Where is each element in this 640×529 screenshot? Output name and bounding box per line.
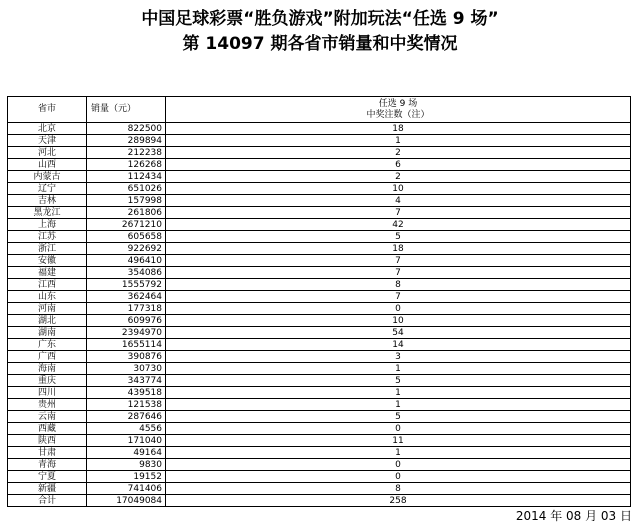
- table-row: [8, 147, 631, 159]
- header-winners-label: 中奖注数（注）: [366, 109, 430, 120]
- province-cell: 江苏: [8, 231, 87, 243]
- page-subtitle: 第 14097 期各省市销量和中奖情况: [182, 34, 458, 54]
- table-row: [8, 423, 631, 435]
- table-row: [8, 171, 631, 183]
- winners-cell: 14: [166, 339, 631, 351]
- winners-cell: 54: [166, 327, 631, 339]
- province-cell: 西藏: [8, 423, 87, 435]
- province-cell: 贵州: [8, 399, 87, 411]
- sales-cell: 157998: [87, 195, 166, 207]
- table-row: [8, 219, 631, 231]
- winners-cell: 0: [166, 459, 631, 471]
- table-row: [8, 303, 631, 315]
- sales-cell: 9830: [87, 459, 166, 471]
- table-row: [8, 291, 631, 303]
- province-cell: 江西: [8, 279, 87, 291]
- table-row: [8, 375, 631, 387]
- province-cell: 重庆: [8, 375, 87, 387]
- page-title: 中国足球彩票“胜负游戏”附加玩法“任选 9 场”: [141, 9, 499, 29]
- province-cell: 山东: [8, 291, 87, 303]
- sales-cell: 17049084: [87, 495, 166, 507]
- sales-cell: 362464: [87, 291, 166, 303]
- winners-cell: 42: [166, 219, 631, 231]
- winners-cell: 8: [166, 279, 631, 291]
- table-row: [8, 231, 631, 243]
- table-row: [8, 315, 631, 327]
- table-row: [8, 183, 631, 195]
- winners-cell: 11: [166, 435, 631, 447]
- sales-cell: 496410: [87, 255, 166, 267]
- table-row: [8, 483, 631, 495]
- header-sales: 销量（元）: [87, 97, 166, 123]
- table-row: [8, 399, 631, 411]
- sales-cell: 605658: [87, 231, 166, 243]
- table-row: [8, 135, 631, 147]
- table-row: [8, 435, 631, 447]
- winners-cell: 0: [166, 471, 631, 483]
- winners-cell: 5: [166, 375, 631, 387]
- table-row: [8, 471, 631, 483]
- sales-cell: 651026: [87, 183, 166, 195]
- header-game-label: 任选 9 场: [378, 98, 418, 109]
- table-row: [8, 447, 631, 459]
- table-row: [8, 495, 631, 507]
- winners-cell: 0: [166, 423, 631, 435]
- winners-cell: 2: [166, 147, 631, 159]
- table-row: [8, 279, 631, 291]
- table-row: [8, 459, 631, 471]
- winners-cell: 10: [166, 183, 631, 195]
- sales-table: [7, 96, 631, 507]
- winners-cell: 3: [166, 351, 631, 363]
- sales-cell: 121538: [87, 399, 166, 411]
- province-cell: 天津: [8, 135, 87, 147]
- table-row: [8, 411, 631, 423]
- winners-cell: 6: [166, 159, 631, 171]
- province-cell: 广西: [8, 351, 87, 363]
- sales-cell: 922692: [87, 243, 166, 255]
- province-cell: 河北: [8, 147, 87, 159]
- table-row: [8, 363, 631, 375]
- winners-cell: 1: [166, 387, 631, 399]
- table-row: [8, 255, 631, 267]
- sales-cell: 287646: [87, 411, 166, 423]
- sales-cell: 1655114: [87, 339, 166, 351]
- table-row: [8, 339, 631, 351]
- winners-cell: 1: [166, 135, 631, 147]
- province-cell: 浙江: [8, 243, 87, 255]
- province-cell: 湖北: [8, 315, 87, 327]
- winners-cell: 5: [166, 231, 631, 243]
- sales-cell: 49164: [87, 447, 166, 459]
- sales-cell: 261806: [87, 207, 166, 219]
- winners-cell: 0: [166, 303, 631, 315]
- province-cell: 辽宁: [8, 183, 87, 195]
- sales-cell: 171040: [87, 435, 166, 447]
- province-cell: 山西: [8, 159, 87, 171]
- winners-cell: 5: [166, 411, 631, 423]
- sales-cell: 30730: [87, 363, 166, 375]
- header-winners: [166, 97, 631, 123]
- sales-cell: 609976: [87, 315, 166, 327]
- province-cell: 黑龙江: [8, 207, 87, 219]
- winners-cell: 7: [166, 267, 631, 279]
- winners-cell: 1: [166, 399, 631, 411]
- province-cell: 河南: [8, 303, 87, 315]
- winners-cell: 258: [166, 495, 631, 507]
- sales-cell: 343774: [87, 375, 166, 387]
- sales-cell: 289894: [87, 135, 166, 147]
- table-row: [8, 123, 631, 135]
- province-cell: 宁夏: [8, 471, 87, 483]
- table-row: [8, 267, 631, 279]
- province-cell: 广东: [8, 339, 87, 351]
- sales-cell: 822500: [87, 123, 166, 135]
- sales-cell: 354086: [87, 267, 166, 279]
- table-row: [8, 351, 631, 363]
- province-cell: 四川: [8, 387, 87, 399]
- sales-cell: 1555792: [87, 279, 166, 291]
- sales-cell: 741406: [87, 483, 166, 495]
- sales-cell: 126268: [87, 159, 166, 171]
- table-row: [8, 159, 631, 171]
- winners-cell: 2: [166, 171, 631, 183]
- province-cell: 湖南: [8, 327, 87, 339]
- table-row: [8, 207, 631, 219]
- winners-cell: 18: [166, 243, 631, 255]
- winners-cell: 8: [166, 483, 631, 495]
- province-cell: 吉林: [8, 195, 87, 207]
- winners-cell: 7: [166, 207, 631, 219]
- province-cell: 新疆: [8, 483, 87, 495]
- province-cell: 上海: [8, 219, 87, 231]
- province-cell: 云南: [8, 411, 87, 423]
- province-cell: 海南: [8, 363, 87, 375]
- sales-cell: 390876: [87, 351, 166, 363]
- report-date: 2014 年 08 月 03 日: [515, 509, 632, 523]
- winners-cell: 7: [166, 255, 631, 267]
- winners-cell: 1: [166, 363, 631, 375]
- header-province: 省市: [8, 97, 87, 123]
- province-cell: 甘肃: [8, 447, 87, 459]
- table-row: [8, 387, 631, 399]
- province-cell: 北京: [8, 123, 87, 135]
- sales-cell: 112434: [87, 171, 166, 183]
- sales-cell: 19152: [87, 471, 166, 483]
- province-cell: 内蒙古: [8, 171, 87, 183]
- province-cell: 青海: [8, 459, 87, 471]
- sales-cell: 439518: [87, 387, 166, 399]
- sales-cell: 212238: [87, 147, 166, 159]
- province-cell: 陕西: [8, 435, 87, 447]
- table-row: [8, 327, 631, 339]
- winners-cell: 10: [166, 315, 631, 327]
- sales-cell: 2671210: [87, 219, 166, 231]
- table-header-row: [8, 97, 631, 123]
- winners-cell: 7: [166, 291, 631, 303]
- winners-cell: 18: [166, 123, 631, 135]
- province-cell: 福建: [8, 267, 87, 279]
- sales-cell: 4556: [87, 423, 166, 435]
- sales-cell: 2394970: [87, 327, 166, 339]
- winners-cell: 4: [166, 195, 631, 207]
- table-row: [8, 195, 631, 207]
- sales-cell: 177318: [87, 303, 166, 315]
- table-body: [8, 123, 631, 507]
- province-cell: 合计: [8, 495, 87, 507]
- winners-cell: 1: [166, 447, 631, 459]
- province-cell: 安徽: [8, 255, 87, 267]
- table-row: [8, 243, 631, 255]
